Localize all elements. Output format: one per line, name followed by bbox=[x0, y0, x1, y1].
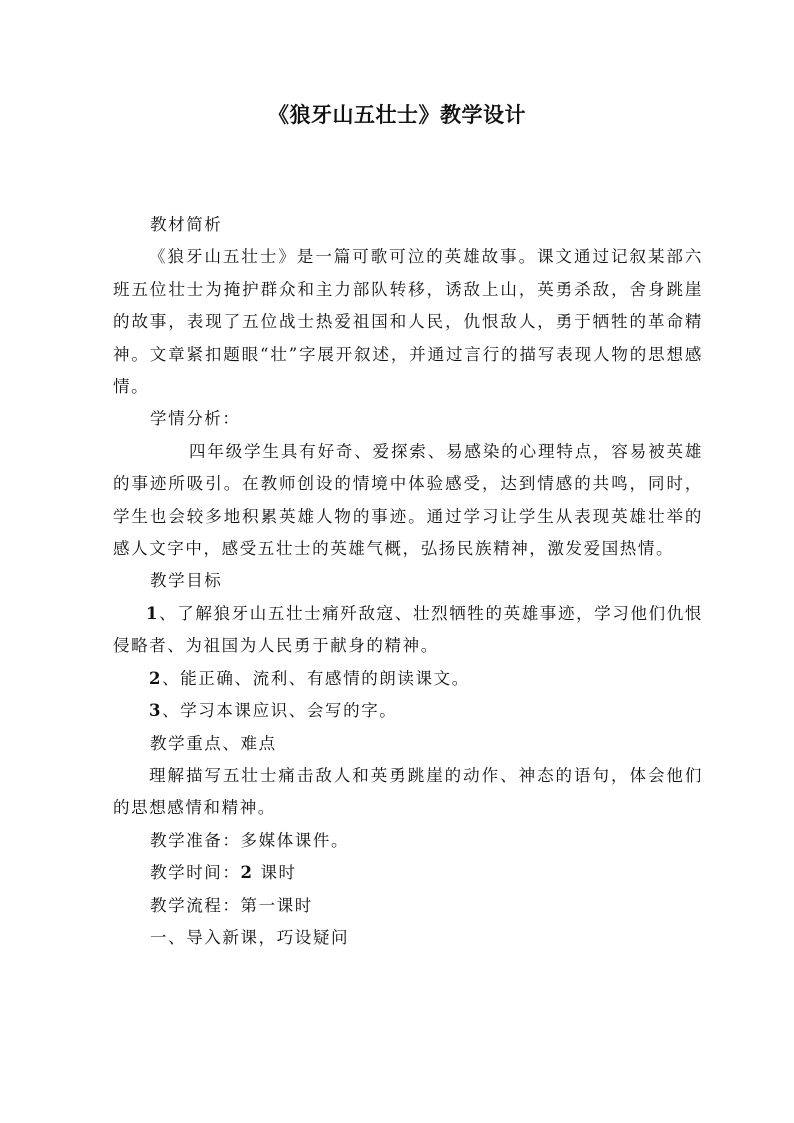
goal-number: 2 bbox=[149, 668, 163, 688]
goal-item-1 bbox=[113, 598, 703, 663]
goal-item-2 bbox=[113, 663, 703, 695]
document-title: 《狼牙山五壮士》教学设计 bbox=[268, 102, 526, 127]
time-line bbox=[113, 857, 703, 889]
students-heading: 学情分析： bbox=[150, 409, 241, 429]
materials-heading: 教材简析 bbox=[150, 215, 223, 234]
step-one-line: 一、导入新课，巧设疑问 bbox=[150, 927, 350, 947]
time-label: 教学时间： bbox=[150, 863, 241, 883]
goals-heading: 教学目标 bbox=[150, 571, 223, 591]
flow-line: 教学流程：第一课时 bbox=[150, 895, 313, 915]
goal-number: 3 bbox=[149, 701, 163, 721]
students-paragraph: 四年级学生具有好奇、爱探索、易感染的心理特点，容易被英雄的事迹所吸引。在教师创设的情境中体验感受，达到情感的共鸣，同时，学生也会较多地积累英雄人物的事迹。通过学习让学生从表现英雄壮举的感人文字中，感受五壮士的英雄气概，弘扬民族精神，激发爱国热情。 bbox=[113, 441, 703, 559]
goal-item-3 bbox=[113, 695, 703, 727]
key-points-paragraph: 理解描写五壮士痛击敌人和英勇跳崖的动作、神态的语句，体会他们的思想感情和精神。 bbox=[113, 765, 703, 818]
preparation-line: 教学准备：多媒体课件。 bbox=[150, 830, 350, 850]
document-body bbox=[113, 209, 703, 954]
time-unit: 课时 bbox=[260, 863, 297, 883]
goal-text: 、能正确、流利、有感情的朗读课文。 bbox=[162, 668, 470, 688]
goal-number: 1 bbox=[146, 603, 160, 623]
materials-paragraph: 《狼牙山五壮士》是一篇可歌可泣的英雄故事。课文通过记叙某部六班五位壮士为掩护群众和主力部队转移，诱敌上山，英勇杀敌，舍身跳崖的故事，表现了五位战士热爱祖国和人民，仇恨敌人，勇于牺牲的革命精神。文章紧扣题眼“壮”字展开叙述，并通过言行的描写表现人物的思想感情。 bbox=[113, 247, 703, 397]
time-number: 2 bbox=[240, 863, 254, 883]
goal-text: 、学习本课应识、会写的字。 bbox=[162, 701, 398, 721]
goal-text: 、了解狼牙山五壮士痛歼敌寇、壮烈牺牲的英雄事迹，学习他们仇恨侵略者、为祖国为人民勇于献身的精神。 bbox=[113, 603, 703, 656]
key-points-heading: 教学重点、难点 bbox=[150, 733, 277, 753]
